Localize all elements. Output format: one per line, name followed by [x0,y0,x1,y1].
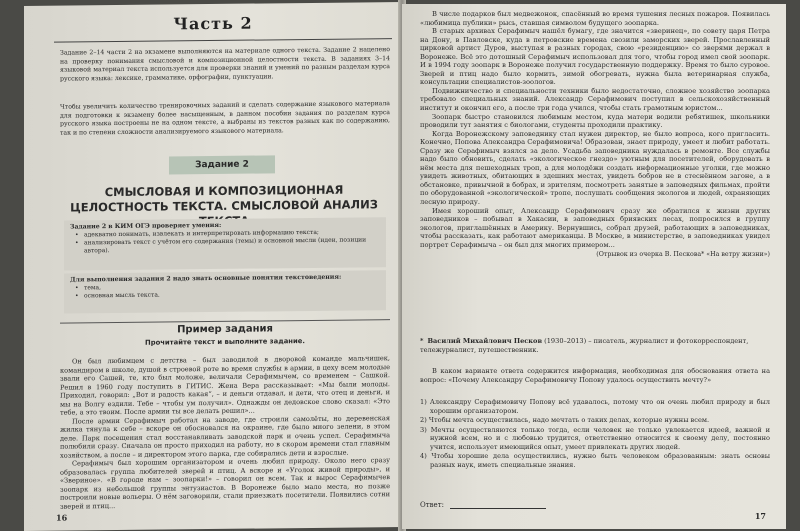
story-paragraph: В старых архивах Серафимыч нашёл бумагу, где значится «зверинец», по совету царя Петра на Дону, в Павловске, куда в петровские времена свозили заморских зверей. Прославленный цирковой артист Дуров, выступая в разных городах, свою «резиденцию» со зверями держал в Воронеже. Всё это дотошный Серафимыч использовал для того, чтобы город имел свой зоопарк. И в 1994 году зоопарк в Воронеже получил государственную поддержку. Время то было суровое. Зверей и птиц надо было кормить, зимой обогревать, нужна была ветеринарная служба, консультации специалистов-зоологов. [420,27,770,87]
example-header [60,319,390,347]
left-page [24,2,402,531]
concept-item: • тема, [70,281,380,292]
author-name: Василий Михайлович Песков [427,337,543,345]
concept-item: • основная мысль текста. [70,289,380,300]
answer-row [420,501,546,509]
footnote-marker: * [420,337,424,345]
section-heading: СМЫСЛОВАЯ И КОМПОЗИЦИОННАЯ ЦЕЛОСТНОСТЬ ТЕКСТА. СМЫСЛОВОЙ АНАЛИЗ [70,182,378,215]
example-instruction: Прочитайте текст и выполните задание. [145,337,305,347]
answer-line [450,508,546,509]
concepts-title: Для выполнения задания 2 надо знать основные понятия текстоведения: [70,273,342,284]
author-note [420,337,770,354]
part-title: Часть 2 [173,13,253,34]
story-paragraph: Он был любимцем с детства – был заводилой в дворовой команде мальчишек, командиром в школе, душой в строевой роте во время службы в армии, в цеху всем молодые звали его Сашей, те, кто был моложе, величали Серафимычем, со временем – Сашкой. Решил в 1960 году поступить в ГИТИС. Жена Вера рассказывает: «Мы были молоды. Приходил, говорил: „Вот и радость какая“, – и деньги отдавал, и дети, что отец и деньги, и мы на Волгу ездили. Тебе – чтобы ум получил». Однажды он дедовское слово сказал: «Это тебе, а это твоим. После армии ты все делать решил»... [60,354,390,417]
question-text: В каком варианте ответа содержится информация, необходимая для обоснования ответа на вопрос: «Почему Александру Серафимовичу Попову удалось осуществить мечту?» [420,367,770,384]
answer-option: 2) Чтобы мечта осуществилась, надо мечтать о таких делах, которые нужны всем. [420,416,710,424]
intro-paragraph: Задание 2–14 части 2 на экзамене выполняются на материале одного текста. Задание 2 нацелено на проверку понимания смысловой и композиционной целостности текста. В заданиях 3–14 языковой материал текста используется для проверки знаний и умений по разным разделам курса русского языка: лексике, грамматике, орфографии, пунктуации. [60,46,390,83]
story-paragraph: Имея хороший опыт, Александр Серафимович сразу же обратился к жизни других заповедников – побывал в Хакасии, в заповедных бриявских лесах, попросился в группу экологов, приглашённых в Америку. Вернувшись, собрал друзей, работающих в заповедниках, чтобы рассказать, как работают американцы. В Москве, в министерстве, в заповедниках увидел портрет Серафимыча – он был для многих примером... [420,206,770,249]
page-number-left: 16 [56,512,68,523]
skill-item: • адекватно понимать, извлекать и интерпретировать информацию текста; [70,228,380,239]
answer-option: 1) Александру Серафимовичу Попову всё удавалось, потому что он очень любил природу и был хорошим организатором. [420,398,770,415]
story-paragraph: Когда Воронежскому заповеднику стал нужен директор, не было вопроса, кого пригласить. Конечно, Попова Александра Серафимовича! Образован, знает природу, умеет и любит работать. Сразу же Серафимыч взялся за дело. Усадьба заповедника нуждалась в ремонте. Все службы надо было обновить, сделать «экологическое гнездо» уютным для посетителей, оборудовать в нём места для пешеходных троп, а для молодёжи создать информационные уголки, где можно увидеть животных, обитающих в здешних местах, увидеть бобров не в стеснённом загоне, а в обстановке, привычной в бобрах, и зрителям, посмотреть занятые в заповедных фильмах, пройти по оборудованной «экологической» тропе, послушать сообщения экологов и людей, охраняющих лесную природу. [420,129,770,207]
author-info: (1930–2013) – писатель, журналист и фотокорреспондент, тележурналист, путешественник. [420,337,749,354]
story-paragraph: Подвижничество и специальности техники было недостаточно, сложное хозяйство зоопарка требовало специальных знаний. Александр Серафимович поступил в сельскохозяйственный институт и окончил его, а после три года учился, чтобы стать грамотным юристом... [420,86,770,113]
answer-label: Ответ: [420,501,444,509]
story-paragraph: После армии Серафимыч работал на заводе, где строили самолёты, но деревенская жилка тянула к себе – вскоре он обосновался на окраине, где было много зелени, в этом деле. Парк посещения стал восстанавливать заводской парк и очень успел. Серафимыча полюбили сразу. Сначала он просто приходил на работу, но в скором времени стал главным хозяйством, а после – и директором этого парка, где собирались дети и взрослые. [60,413,390,460]
concepts-box [64,270,386,313]
answer-options [420,398,770,470]
answer-option: 4) Чтобы хорошие дела осуществились, нужно быть человеком образованным: знать основы разных наук, иметь специальные знания. [420,452,770,469]
source-citation: (Отрывок из очерка В. Пескова* «На ветру жизни») [596,251,770,259]
story-paragraph: В числе подарков был медвежонок, спасённый во время тушения лесных пожаров. Появилась «любимица публики» рысь, ставшая символом будущего зоопарка. [420,10,770,27]
right-page [402,4,786,529]
page-number-right: 17 [754,511,766,521]
example-title: Пример задания [177,323,273,336]
intro-paragraph: Чтобы увеличить количество тренировочных заданий и сделать содержание языкового материала для подготовки к экзамену более насыщенным, в данном пособии задания по разделам курса русского языка построены не на одном тексте, а выбраны из текстов разных как по содержанию, так и по степени сложности анализируемого языкового материала. [60,100,390,137]
skills-box [64,217,386,270]
skill-item: • анализировать текст с учётом его содержания (темы) и основной мысли (идеи, позиции автора). [70,236,380,255]
story-paragraph: Зоопарк быстро становился любимым местом, куда матери водили ребятишек, школьники проводили тут занятия с биологами, студенты проходили практику. [420,112,770,130]
story-text [60,354,390,510]
title-rule [54,38,392,43]
skills-title: Задание 2 в КИМ ОГЭ проверяет умения: [70,221,222,231]
story-continued [420,10,770,260]
story-paragraph: Серафимыч был хорошим организатором и очень любил природу. Около него сразу образовалась группа любителей зверей и птиц. А вскоре и «Уголок живой природы», и «Звериное». «В городе нам – зоопарки!» – говорил он всем. Так и вырос Серафимычев зоопарк из небольшой группы энтузиастов. В Воронеже было мало места, но позже построили новые вольеры. О нём заговорили, стали приезжать посетители. Появились сотни зверей и птиц... [60,456,390,511]
task-label: Задание 2 [169,155,275,174]
answer-option: 3) Мечты осуществляются только тогда, если человек не только увлекается идеей, важной и нужной всем, но и с любовью трудится, ответственно относится к своему делу, постоянно учится, использует имеющийся опыт, умеет привлекать других людей. [420,425,770,451]
